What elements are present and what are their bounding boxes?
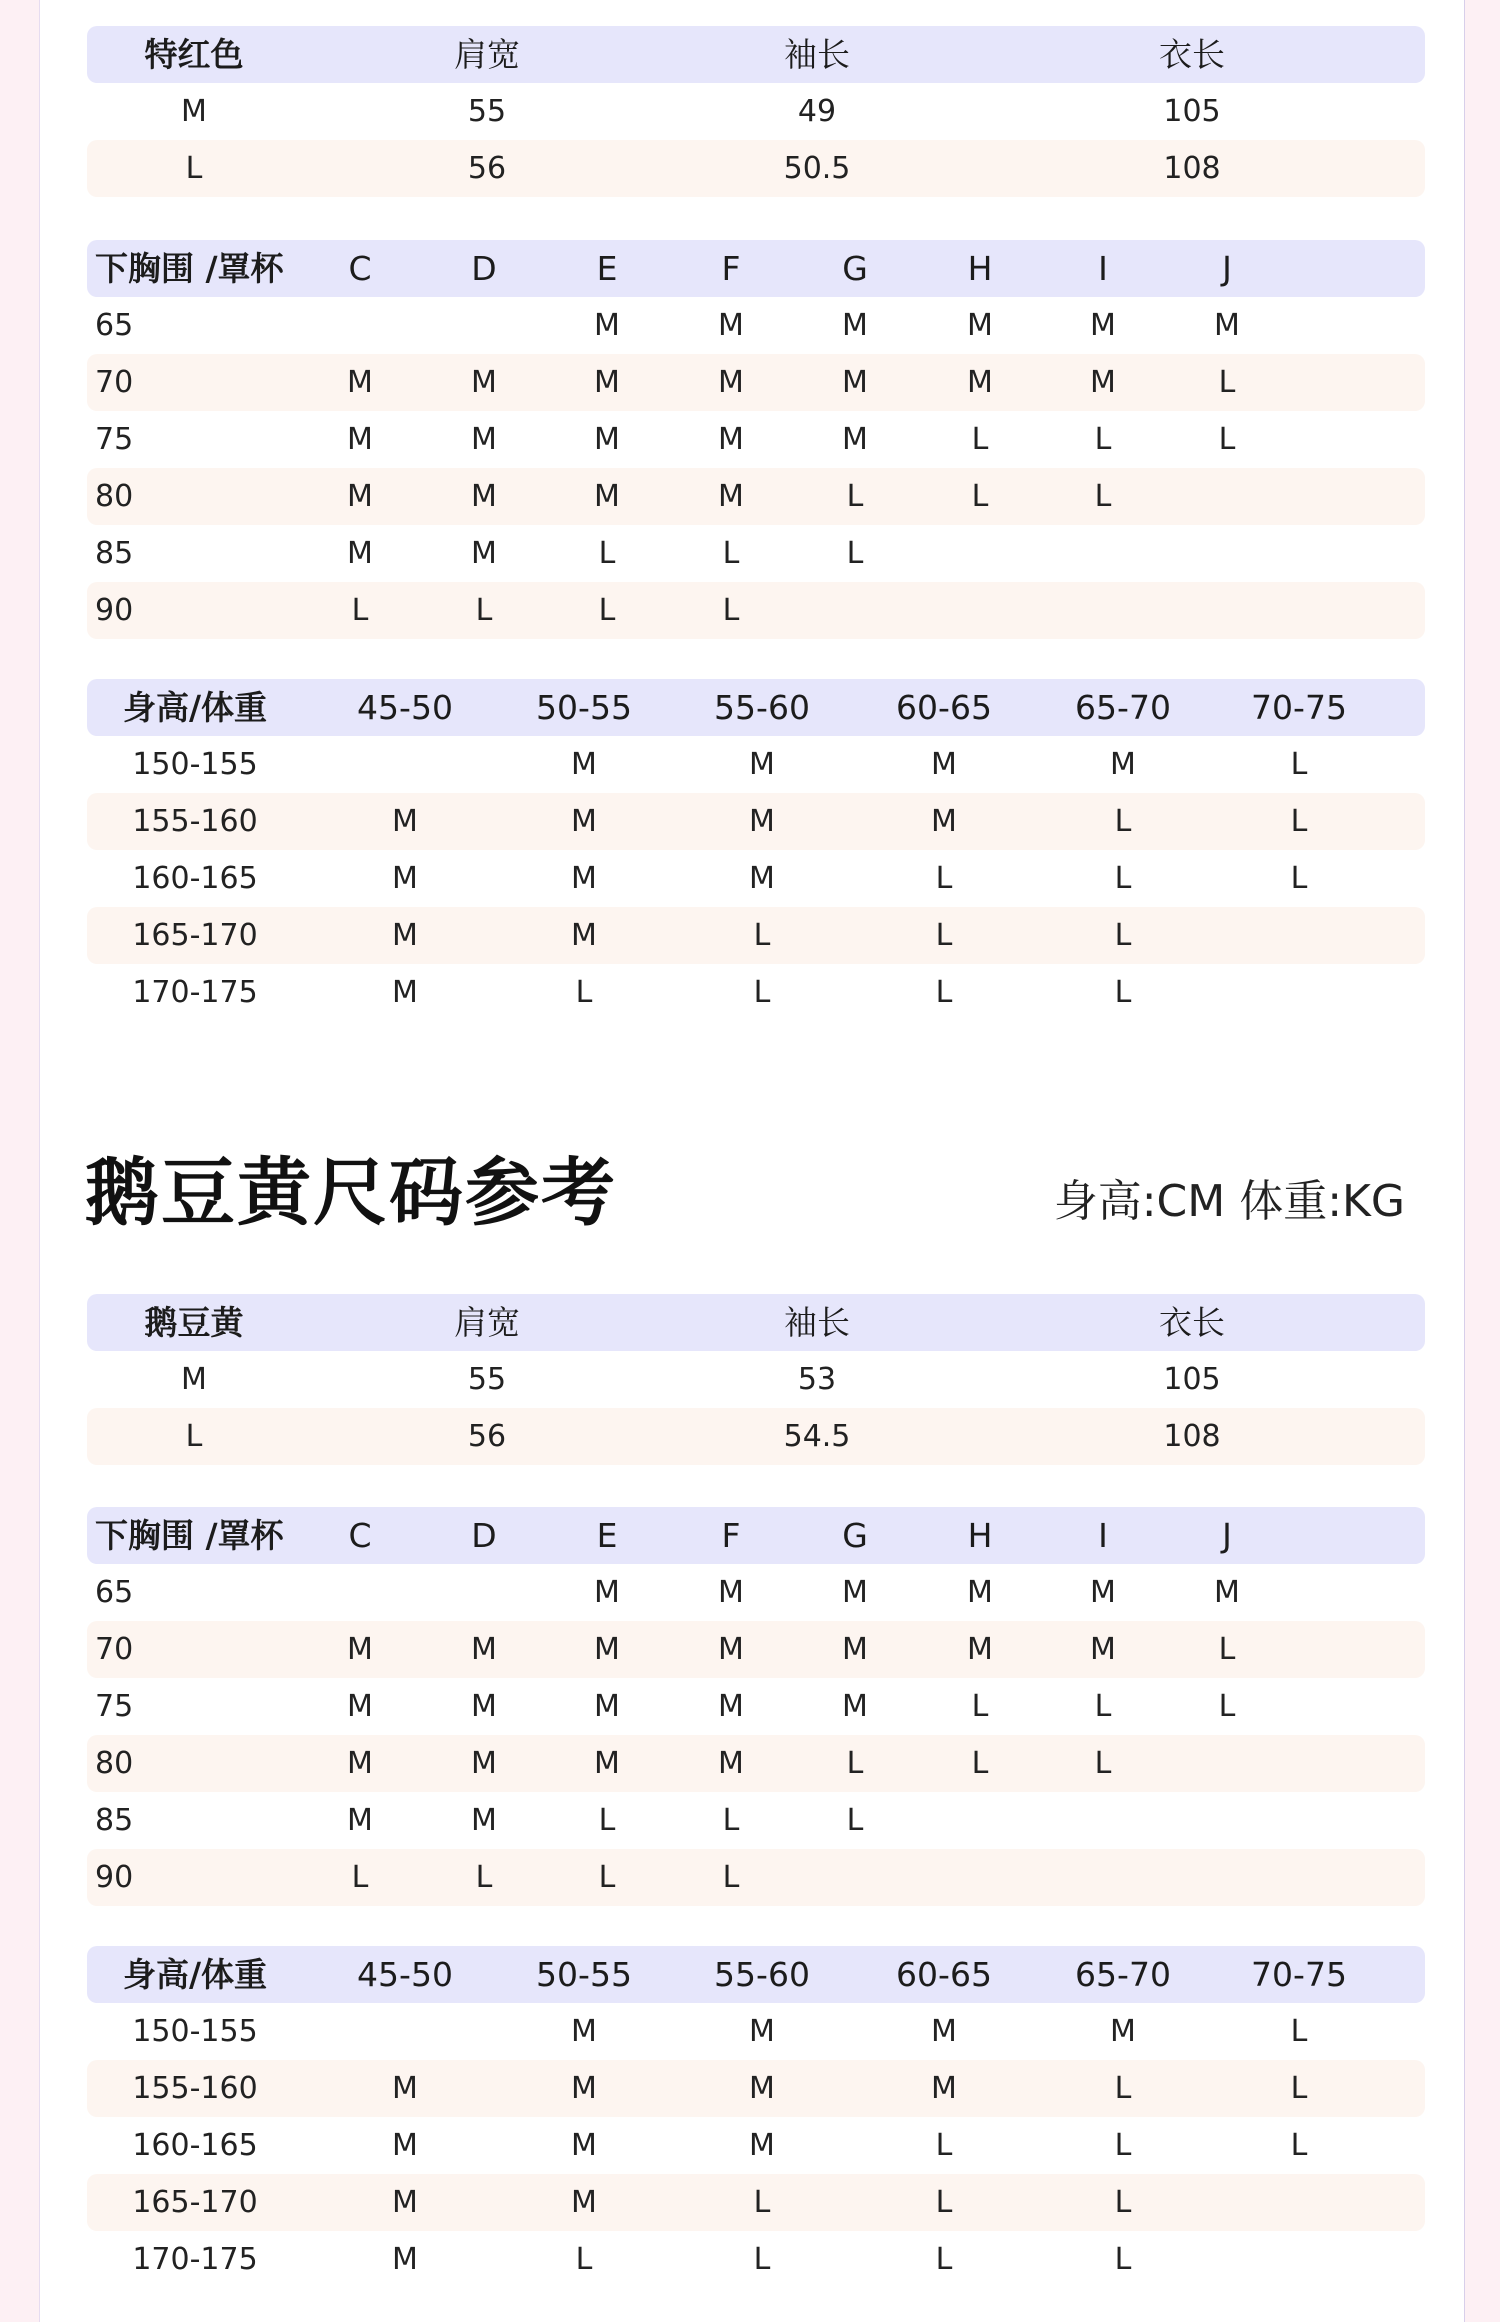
- table-row: [87, 582, 1425, 639]
- table-cell: M: [594, 479, 620, 514]
- column-header: D: [471, 249, 497, 288]
- table-header-row: [87, 1946, 1425, 2003]
- table-cell: M: [967, 365, 993, 400]
- table-cell: M: [967, 308, 993, 343]
- column-header: I: [1098, 249, 1108, 288]
- table-cell: L: [1218, 422, 1236, 457]
- table-cell: 108: [1163, 151, 1221, 186]
- table-cell: M: [842, 365, 868, 400]
- column-header: I: [1098, 1516, 1108, 1555]
- column-header: J: [1222, 1516, 1232, 1555]
- table-cell: M: [347, 479, 373, 514]
- table-cell: M: [471, 479, 497, 514]
- table-cell: M: [594, 1575, 620, 1610]
- column-header: 70-75: [1251, 1955, 1347, 1994]
- table-cell: M: [471, 1746, 497, 1781]
- table-row: [87, 2231, 1425, 2288]
- table-cell: L: [971, 479, 989, 514]
- table-cell: L: [575, 975, 593, 1010]
- table-cell: M: [347, 1746, 373, 1781]
- row-label: 80: [95, 1746, 134, 1781]
- column-header: 下胸围 /罩杯: [95, 249, 284, 288]
- table-cell: L: [722, 593, 740, 628]
- table-cell: L: [935, 2242, 953, 2277]
- table-cell: L: [935, 918, 953, 953]
- table-cell: M: [471, 1632, 497, 1667]
- table-cell: M: [392, 2185, 418, 2220]
- table-row: [87, 1621, 1425, 1678]
- row-label: 150-155: [132, 747, 258, 782]
- row-label: 165-170: [132, 918, 258, 953]
- table-row: [87, 793, 1425, 850]
- table-cell: L: [1218, 1632, 1236, 1667]
- table-cell: M: [571, 2071, 597, 2106]
- column-header: F: [721, 1516, 741, 1555]
- table-row: [87, 1849, 1425, 1906]
- table-row: [87, 1678, 1425, 1735]
- row-label: 150-155: [132, 2014, 258, 2049]
- column-header: 身高/体重: [122, 1955, 268, 1994]
- table-cell: L: [1114, 861, 1132, 896]
- column-header: 45-50: [357, 1955, 453, 1994]
- table-cell: M: [931, 804, 957, 839]
- table-cell: M: [718, 1746, 744, 1781]
- table-cell: L: [598, 1860, 616, 1895]
- row-label: 80: [95, 479, 134, 514]
- table-cell: M: [931, 747, 957, 782]
- row-label: L: [185, 1419, 203, 1454]
- size-table-yellow-garment: [87, 1294, 1425, 1465]
- table-cell: L: [753, 2185, 771, 2220]
- table-header-row: [87, 1507, 1425, 1564]
- row-label: 65: [95, 1575, 134, 1610]
- table-cell: M: [571, 2185, 597, 2220]
- table-cell: L: [1218, 365, 1236, 400]
- table-cell: 49: [797, 94, 837, 129]
- table-cell: L: [971, 422, 989, 457]
- table-cell: M: [1110, 747, 1136, 782]
- row-label: 165-170: [132, 2185, 258, 2220]
- table-cell: L: [753, 918, 771, 953]
- table-cell: M: [471, 365, 497, 400]
- column-header: 衣长: [1159, 35, 1225, 74]
- column-header: 60-65: [896, 688, 992, 727]
- table-cell: M: [392, 2242, 418, 2277]
- table-cell: L: [598, 536, 616, 571]
- column-header: 下胸围 /罩杯: [95, 1516, 284, 1555]
- table-cell: L: [971, 1689, 989, 1724]
- table-cell: L: [1290, 2014, 1308, 2049]
- table-cell: L: [846, 479, 864, 514]
- row-label: M: [181, 94, 207, 129]
- table-cell: L: [1290, 2071, 1308, 2106]
- table-cell: M: [842, 1632, 868, 1667]
- table-cell: L: [475, 1860, 493, 1895]
- table-cell: M: [842, 422, 868, 457]
- row-label: 75: [95, 1689, 134, 1724]
- table-cell: L: [971, 1746, 989, 1781]
- table-row: [87, 2174, 1425, 2231]
- table-cell: L: [753, 2242, 771, 2277]
- table-cell: M: [392, 861, 418, 896]
- table-cell: L: [1114, 804, 1132, 839]
- table-cell: 50.5: [783, 151, 851, 186]
- column-header: 袖长: [784, 35, 850, 74]
- table-cell: M: [471, 1803, 497, 1838]
- table-cell: M: [571, 861, 597, 896]
- table-row: [87, 354, 1425, 411]
- table-cell: L: [846, 536, 864, 571]
- table-cell: M: [594, 1746, 620, 1781]
- table-cell: 53: [797, 1362, 837, 1397]
- table-cell: M: [931, 2014, 957, 2049]
- table-row: [87, 1792, 1425, 1849]
- table-cell: L: [935, 2128, 953, 2163]
- table-cell: M: [749, 804, 775, 839]
- table-cell: M: [931, 2071, 957, 2106]
- table-cell: L: [846, 1803, 864, 1838]
- column-header: E: [596, 249, 618, 288]
- size-table-yellow-bust: [87, 1507, 1425, 1906]
- column-header: E: [596, 1516, 618, 1555]
- table-cell: M: [347, 1632, 373, 1667]
- table-cell: L: [1290, 861, 1308, 896]
- column-header: 衣长: [1159, 1303, 1225, 1342]
- column-header: 70-75: [1251, 688, 1347, 727]
- table-cell: M: [718, 308, 744, 343]
- table-row: [87, 1351, 1425, 1408]
- table-row: [87, 297, 1425, 354]
- table-cell: M: [571, 747, 597, 782]
- table-cell: M: [967, 1632, 993, 1667]
- table-row: [87, 1564, 1425, 1621]
- column-header: H: [967, 249, 993, 288]
- column-header: 60-65: [896, 1955, 992, 1994]
- table-header-row: [87, 1294, 1425, 1351]
- table-cell: L: [1114, 918, 1132, 953]
- table-cell: L: [846, 1746, 864, 1781]
- column-header: C: [348, 249, 372, 288]
- table-cell: L: [475, 593, 493, 628]
- table-cell: L: [1218, 1689, 1236, 1724]
- column-header: 50-55: [536, 1955, 632, 1994]
- table-cell: M: [749, 861, 775, 896]
- table-cell: M: [347, 422, 373, 457]
- table-row: [87, 2003, 1425, 2060]
- column-header: G: [842, 249, 868, 288]
- table-row: [87, 736, 1425, 793]
- table-cell: 105: [1163, 1362, 1221, 1397]
- row-label: 65: [95, 308, 134, 343]
- table-cell: M: [718, 422, 744, 457]
- table-cell: M: [392, 2071, 418, 2106]
- table-cell: M: [392, 975, 418, 1010]
- table-cell: M: [571, 804, 597, 839]
- table-row: [87, 140, 1425, 197]
- table-row: [87, 525, 1425, 582]
- row-label: 155-160: [132, 804, 258, 839]
- table-cell: M: [347, 1689, 373, 1724]
- column-header: 50-55: [536, 688, 632, 727]
- table-row: [87, 2117, 1425, 2174]
- table-cell: L: [1094, 1689, 1112, 1724]
- column-header: F: [721, 249, 741, 288]
- table-cell: M: [718, 1632, 744, 1667]
- table-row: [87, 850, 1425, 907]
- table-cell: M: [749, 747, 775, 782]
- table-cell: M: [842, 1575, 868, 1610]
- table-cell: L: [1094, 1746, 1112, 1781]
- table-cell: L: [722, 536, 740, 571]
- table-cell: L: [1094, 479, 1112, 514]
- table-cell: 105: [1163, 94, 1221, 129]
- column-header: 55-60: [714, 688, 810, 727]
- table-row: [87, 907, 1425, 964]
- table-cell: M: [471, 536, 497, 571]
- table-cell: M: [392, 804, 418, 839]
- table-cell: L: [351, 1860, 369, 1895]
- table-cell: L: [575, 2242, 593, 2277]
- table-row: [87, 2060, 1425, 2117]
- table-cell: L: [935, 975, 953, 1010]
- table-cell: L: [935, 861, 953, 896]
- table-cell: L: [1114, 2071, 1132, 2106]
- row-label: 160-165: [132, 2128, 258, 2163]
- row-label: 170-175: [132, 2242, 258, 2277]
- table-row: [87, 1735, 1425, 1792]
- column-header: 身高/体重: [122, 688, 268, 727]
- table-cell: M: [594, 422, 620, 457]
- column-header: 65-70: [1075, 1955, 1171, 1994]
- row-label: 85: [95, 1803, 134, 1838]
- row-label: 170-175: [132, 975, 258, 1010]
- table-cell: L: [1290, 804, 1308, 839]
- table-cell: M: [842, 308, 868, 343]
- section-title: 鹅豆黄尺码参考: [85, 1150, 617, 1236]
- column-header: 55-60: [714, 1955, 810, 1994]
- table-cell: M: [718, 479, 744, 514]
- table-cell: L: [1290, 747, 1308, 782]
- table-cell: M: [471, 1689, 497, 1724]
- row-label: 70: [95, 365, 134, 400]
- row-label: M: [181, 1362, 207, 1397]
- column-header: G: [842, 1516, 868, 1555]
- table-cell: M: [749, 2071, 775, 2106]
- table-cell: L: [1290, 2128, 1308, 2163]
- table-cell: M: [471, 422, 497, 457]
- column-header: J: [1222, 249, 1232, 288]
- row-label: 70: [95, 1632, 134, 1667]
- table-header-row: [87, 679, 1425, 736]
- table-row: [87, 468, 1425, 525]
- table-cell: M: [1214, 308, 1240, 343]
- table-cell: M: [718, 365, 744, 400]
- table-cell: M: [571, 918, 597, 953]
- table-row: [87, 964, 1425, 1021]
- table-cell: M: [392, 918, 418, 953]
- table-cell: M: [1214, 1575, 1240, 1610]
- table-cell: L: [722, 1860, 740, 1895]
- table-cell: M: [1090, 365, 1116, 400]
- table-cell: L: [1094, 422, 1112, 457]
- table-cell: M: [392, 2128, 418, 2163]
- table-header-row: [87, 240, 1425, 297]
- table-cell: L: [753, 975, 771, 1010]
- table-cell: M: [347, 1803, 373, 1838]
- row-label: L: [185, 151, 203, 186]
- table-row: [87, 1408, 1425, 1465]
- column-header: 特红色: [144, 35, 244, 74]
- row-label: 160-165: [132, 861, 258, 896]
- column-header: 45-50: [357, 688, 453, 727]
- table-cell: M: [1110, 2014, 1136, 2049]
- size-table-red-bust: [87, 240, 1425, 639]
- row-label: 75: [95, 422, 134, 457]
- table-cell: M: [967, 1575, 993, 1610]
- size-table-red-garment: [87, 26, 1425, 197]
- table-cell: 56: [467, 151, 507, 186]
- table-cell: 108: [1163, 1419, 1221, 1454]
- table-header-row: [87, 26, 1425, 83]
- table-cell: L: [722, 1803, 740, 1838]
- size-table-red-height: [87, 679, 1425, 1021]
- table-cell: M: [1090, 1632, 1116, 1667]
- column-header: D: [471, 1516, 497, 1555]
- table-cell: M: [749, 2014, 775, 2049]
- table-cell: M: [594, 308, 620, 343]
- table-cell: 56: [467, 1419, 507, 1454]
- table-cell: M: [842, 1689, 868, 1724]
- table-cell: M: [571, 2014, 597, 2049]
- table-cell: M: [718, 1689, 744, 1724]
- table-cell: L: [598, 1803, 616, 1838]
- row-label: 85: [95, 536, 134, 571]
- table-cell: L: [1114, 2128, 1132, 2163]
- table-cell: M: [749, 2128, 775, 2163]
- row-label: 90: [95, 593, 134, 628]
- table-cell: M: [594, 1632, 620, 1667]
- table-cell: M: [1090, 308, 1116, 343]
- column-header: 肩宽: [454, 1303, 520, 1342]
- table-cell: 54.5: [783, 1419, 851, 1454]
- table-cell: L: [598, 593, 616, 628]
- table-cell: M: [1090, 1575, 1116, 1610]
- table-cell: M: [347, 365, 373, 400]
- row-label: 155-160: [132, 2071, 258, 2106]
- table-cell: L: [1114, 2242, 1132, 2277]
- table-cell: M: [347, 536, 373, 571]
- table-cell: M: [571, 2128, 597, 2163]
- table-cell: M: [718, 1575, 744, 1610]
- column-header: 65-70: [1075, 688, 1171, 727]
- table-cell: L: [935, 2185, 953, 2220]
- table-cell: L: [351, 593, 369, 628]
- table-cell: L: [1114, 2185, 1132, 2220]
- table-row: [87, 83, 1425, 140]
- row-label: 90: [95, 1860, 134, 1895]
- table-cell: 55: [467, 1362, 507, 1397]
- table-cell: M: [594, 1689, 620, 1724]
- column-header: C: [348, 1516, 372, 1555]
- column-header: 袖长: [784, 1303, 850, 1342]
- column-header: 鹅豆黄: [144, 1303, 244, 1342]
- size-table-yellow-height: [87, 1946, 1425, 2288]
- units-note: 身高:CM 体重:KG: [1053, 1176, 1405, 1227]
- table-cell: 55: [467, 94, 507, 129]
- table-cell: M: [594, 365, 620, 400]
- table-cell: L: [1114, 975, 1132, 1010]
- column-header: H: [967, 1516, 993, 1555]
- table-row: [87, 411, 1425, 468]
- column-header: 肩宽: [454, 35, 520, 74]
